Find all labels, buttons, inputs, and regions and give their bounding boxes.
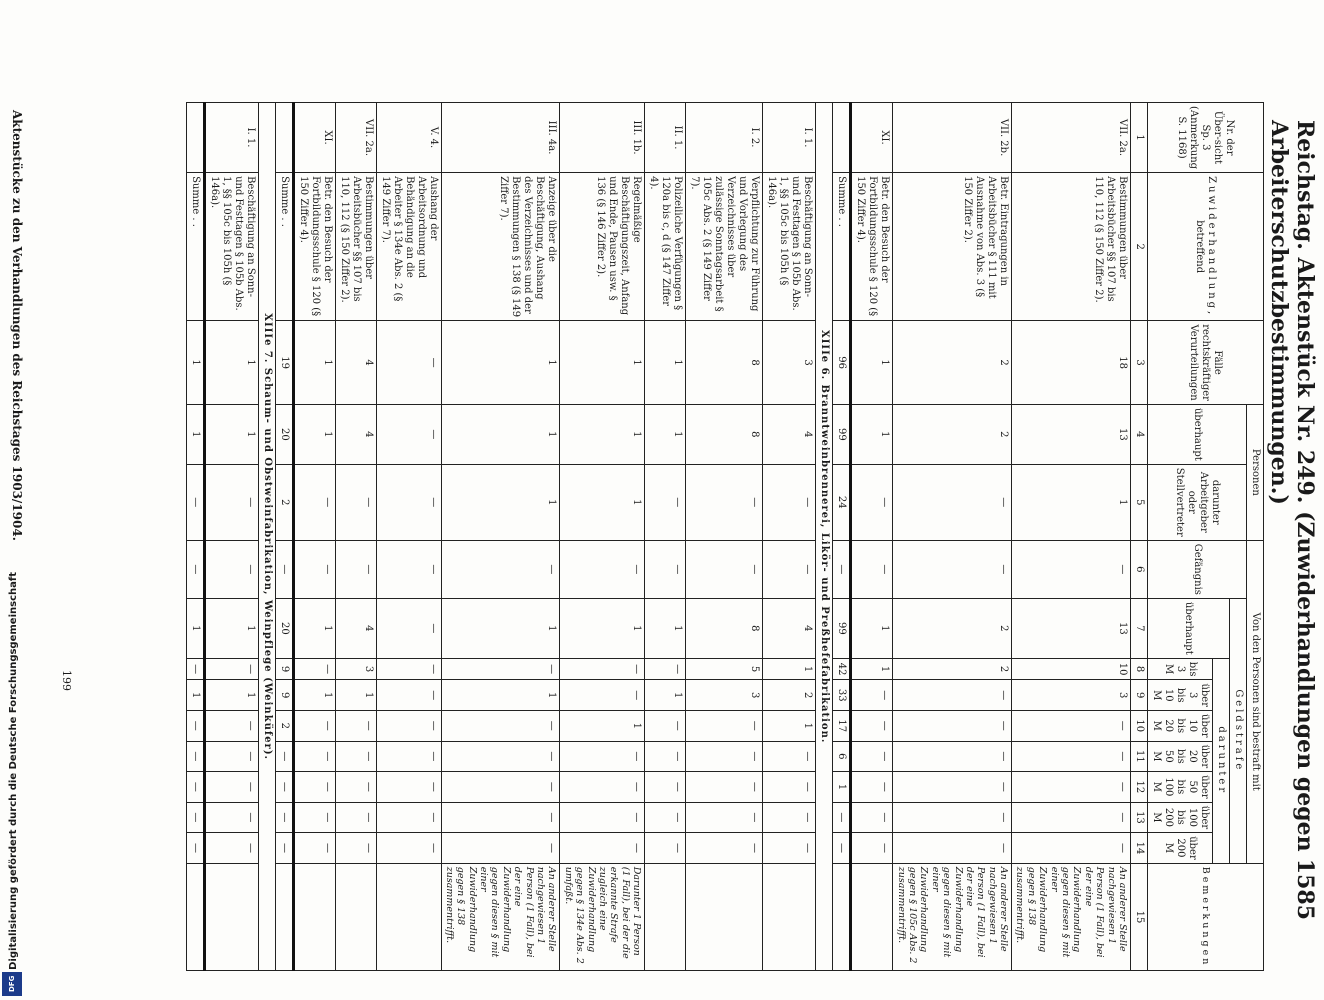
row-remark [204,863,258,971]
row-code [186,103,204,173]
cell-fine-bis3: 42 [833,658,851,680]
cell-employers: — [686,464,763,540]
cell-persons: 1 [204,404,258,464]
cell-cases: 19 [275,321,293,405]
cell-persons: — [376,404,441,464]
cell-fine-over200: — [275,833,293,864]
row-description: Anzeige über die Beschäftigung, Aushang des Verzeichnisses und der Bestimmungen § 138 (§ 149 Ziffer 7). [441,173,560,321]
cell-fine-bis3: — [204,658,258,680]
cell-persons: 13 [1012,404,1131,464]
row-code: XI. [293,103,335,173]
cell-employers: — [893,464,1012,540]
cell-fine-over200: — [186,833,204,864]
table-row [763,103,816,971]
cell-fine-50-100: — [893,772,1012,803]
cell-fine-10-20: — [186,711,204,742]
cell-cases: 3 [763,321,816,405]
cell-persons: 2 [893,404,1012,464]
cell-persons: 99 [833,404,851,464]
cell-cases: 1 [851,321,893,405]
cell-fine-20-50: — [1012,741,1131,772]
cell-fine-total: 1 [293,598,335,658]
row-code: VII. 2b. [893,103,1012,173]
section-title-1 [816,103,833,971]
cell-prison: — [763,540,816,598]
cell-fine-over200: — [204,833,258,864]
column-number: 9 [1131,680,1148,711]
page-title: Reichstag. Aktenstück Nr. 249. (Zuwiderhandlungen gegen Arbeiterschutzbestimmungen.) [1266,120,1318,852]
cell-fine-over200: — [293,833,335,864]
row-remark: An anderer Stelle nachgewiesen 1 Person (1 Fall), bei der eine Zuwiderhandlung gegen diesen § mit einer Zuwiderhandlung gegen § 138 zusammentrifft. [1012,863,1131,971]
column-number: 2 [1131,173,1148,321]
row-remark: An anderer Stelle nachgewiesen 1 Person (1 Fall), bei der eine Zuwiderhandlung gegen diesen § mit einer Zuwiderhandlung gegen § 105c Abs. 2 zusammentrifft. [893,863,1012,971]
cell-fine-total: 13 [1012,598,1131,658]
table-header [1131,103,1264,971]
cell-fine-over200: — [851,833,893,864]
cell-fine-20-50: — [686,741,763,772]
cell-employers: — [335,464,376,540]
offence-group-label: Zuwiderhandlung, [1206,176,1218,318]
cell-fine-20-50: — [851,741,893,772]
cell-persons: 1 [851,404,893,464]
column-number: 10 [1131,711,1148,742]
col-cases-header: Fälle rechtskräftiger Verurteilungen [1148,321,1264,405]
row-remark [686,863,763,971]
cell-fine-100-200: — [833,802,851,833]
cell-fine-total: 1 [204,598,258,658]
cell-employers: 1 [560,464,645,540]
cell-fine-10-20: 1 [560,711,645,742]
cell-fine-20-50: 6 [833,741,851,772]
cell-fine-50-100: — [293,772,335,803]
table-row [293,103,335,971]
cell-fine-3-10: 3 [1012,680,1131,711]
cell-prison: — [204,540,258,598]
cell-fine-bis3: — [186,658,204,680]
cell-fine-bis3: — [441,658,560,680]
cell-fine-10-20: — [893,711,1012,742]
cell-employers: — [204,464,258,540]
row-description: Summe . . [275,173,293,321]
cell-fine-20-50: — [275,741,293,772]
cell-fine-10-20: — [1012,711,1131,742]
cell-fine-3-10: 9 [275,680,293,711]
row-description: Polizeiliche Verfügungen § 120a bis c, d (§ 147 Ziffer 4). [645,173,686,321]
cell-cases: 1 [293,321,335,405]
cell-employers: — [293,464,335,540]
cell-fine-over200: — [645,833,686,864]
cell-fine-3-10: 1 [186,680,204,711]
cell-employers: — [186,464,204,540]
cell-fine-over200: — [893,833,1012,864]
col-fine-100-200-header: über 100 bis 200 M [1148,802,1213,833]
cell-fine-20-50: — [441,741,560,772]
cell-persons: 4 [335,404,376,464]
cell-fine-50-100: — [851,772,893,803]
column-number: 1 [1131,103,1148,173]
table-row [686,103,763,971]
cell-persons: 8 [686,404,763,464]
cell-fine-100-200: — [376,802,441,833]
cell-fine-100-200: — [893,802,1012,833]
cell-fine-over200: — [335,833,376,864]
col-number-header: Nr. der Über-sicht Sp. 3 (Anmerkung S. 1168) [1148,103,1264,173]
cell-employers: 1 [1012,464,1131,540]
cell-fine-50-100: — [560,772,645,803]
cell-fine-20-50: — [376,741,441,772]
row-code [833,103,851,173]
punished-group-header: Von den Personen sind bestraft mit [1247,540,1264,863]
cell-fine-10-20: 17 [833,711,851,742]
cell-fine-100-200: — [645,802,686,833]
cell-fine-50-100: — [686,772,763,803]
page-folio: 1585 [1292,858,1318,920]
cell-prison: — [335,540,376,598]
cell-cases: 1 [186,321,204,405]
cell-fine-50-100: — [441,772,560,803]
page-footer: Aktenstücke zu den Verhandlungen des Reichstages 1903/1904. [10,110,24,541]
persons-group-header: Personen [1247,404,1264,540]
cell-prison: — [376,540,441,598]
cell-fine-total: 1 [441,598,560,658]
cell-fine-20-50: — [645,741,686,772]
cell-cases: — [376,321,441,405]
cell-persons: 1 [645,404,686,464]
cell-fine-20-50: — [335,741,376,772]
row-remark [293,863,335,971]
cell-prison: — [441,540,560,598]
col-fine-50-100-header: über 50 bis 100 M [1148,772,1213,803]
column-number: 11 [1131,741,1148,772]
row-description: Verpflichtung zur Führung und Vorlegung des Verzeichnisses über zulässige Sonntagsarbeit § 105c Abs. 2 (§ 149 Ziffer 7). [686,173,763,321]
column-number: 15 [1131,863,1148,971]
cell-fine-10-20: — [645,711,686,742]
cell-persons: 20 [275,404,293,464]
cell-fine-10-20: 2 [275,711,293,742]
cell-fine-50-100: — [275,772,293,803]
cell-cases: 96 [833,321,851,405]
row-remark [763,863,816,971]
col-fine-20-50-header: über 20 bis 50 M [1148,741,1213,772]
row-remark [275,863,293,971]
cell-fine-100-200: — [186,802,204,833]
cell-fine-bis3: — [376,658,441,680]
cell-fine-total: 1 [560,598,645,658]
column-number: 6 [1131,540,1148,598]
cell-fine-total: 4 [763,598,816,658]
row-description: Summe . . [186,173,204,321]
cell-fine-50-100: — [645,772,686,803]
col-fine-10-20-header: über 10 bis 20 M [1148,711,1213,742]
cell-fine-3-10: 1 [335,680,376,711]
rotated-page [0,50,1324,968]
row-code [275,103,293,173]
table-body-part3 [186,103,258,971]
column-number: 12 [1131,772,1148,803]
col-persons-total-header: überhaupt [1148,404,1247,464]
cell-fine-3-10: 33 [833,680,851,711]
cell-fine-total: 2 [893,598,1012,658]
cell-fine-total: 1 [186,598,204,658]
offence-label: betreffend [1194,220,1206,274]
cell-prison: — [560,540,645,598]
cell-fine-3-10: 1 [204,680,258,711]
cell-fine-bis3: 2 [893,658,1012,680]
cell-persons: 4 [763,404,816,464]
cell-persons: 1 [441,404,560,464]
row-remark: Darunter 1 Person (1 Fall), bei der die erkannte Strafe zugleich eine Zuwiderhandlung gegen § 134e Abs. 2 umfaßt. [560,863,645,971]
table-row [560,103,645,971]
page-number: 199 [60,670,73,691]
cell-fine-20-50: — [763,741,816,772]
cell-fine-total: 1 [645,598,686,658]
col-prison-header: Gefängnis [1148,540,1247,598]
table-row [204,103,258,971]
column-number: 4 [1131,404,1148,464]
cell-employers: — [851,464,893,540]
col-fine-over200-header: über 200 M [1148,833,1213,864]
cell-fine-100-200: — [1012,802,1131,833]
cell-fine-20-50: — [560,741,645,772]
col-employers-header: darunter Arbeitgeber oder Stellvertreter [1148,464,1247,540]
cell-fine-100-200: — [441,802,560,833]
cell-fine-over200: — [441,833,560,864]
cell-fine-100-200: — [560,802,645,833]
cell-employers: 24 [833,464,851,540]
fine-group-header: Geldstrafe [1230,598,1247,863]
column-number: 3 [1131,321,1148,405]
cell-cases: 8 [686,321,763,405]
col-remarks-header: Bemerkungen [1148,863,1264,971]
cell-fine-3-10: — [376,680,441,711]
row-description: Regelmäßige Beschäftigungszeit, Anfang und Ende, Pausen usw. § 136 (§ 146 Ziffer 2). [560,173,645,321]
table-row [645,103,686,971]
section-heading: XIIIe 7. Schaum- und Obstweinfabrikation, Weinpflege (Weinküfer). [258,103,275,971]
section-title-2 [258,103,275,971]
dfg-logo: DFG [2,972,22,996]
row-remark [186,863,204,971]
row-code: V. 4. [376,103,441,173]
cell-fine-10-20: — [204,711,258,742]
column-number-row [1131,103,1148,971]
cell-fine-over200: — [686,833,763,864]
col-fine-3-10-header: über 3 bis 10 M [1148,680,1213,711]
cell-prison: — [645,540,686,598]
table-body-part2 [275,103,816,971]
row-description: Betr. den Besuch der Fortbildungsschule § 120 (§ 150 Ziffer 4). [293,173,335,321]
page-header [1266,80,1318,920]
row-description: Aushang der Arbeitsordnung und Behändigung an die Arbeiter § 134e Abs. 2 (§ 149 Ziffer 7). [376,173,441,321]
cell-fine-100-200: — [686,802,763,833]
table-row [335,103,376,971]
cell-cases: 1 [645,321,686,405]
cell-cases: 2 [893,321,1012,405]
cell-persons: 1 [560,404,645,464]
cell-fine-50-100: — [376,772,441,803]
cell-cases: 1 [204,321,258,405]
cell-prison: — [293,540,335,598]
cell-prison: — [186,540,204,598]
cell-fine-3-10: 3 [686,680,763,711]
row-description: Beschäftigung an Sonn- und Festtagen § 105b Abs. 1, §§ 105c bis 105h (§ 146a). [204,173,258,321]
cell-cases: 1 [560,321,645,405]
cell-fine-bis3: 3 [335,658,376,680]
cell-fine-50-100: — [763,772,816,803]
cell-fine-20-50: — [186,741,204,772]
cell-fine-bis3: — [293,658,335,680]
cell-fine-50-100: — [204,772,258,803]
row-remark [645,863,686,971]
cell-employers: 2 [275,464,293,540]
cell-fine-total: 99 [833,598,851,658]
table-row [186,103,204,971]
cell-prison: — [686,540,763,598]
statistics-table [186,102,1264,971]
column-number: 13 [1131,802,1148,833]
table-row [851,103,893,971]
cell-fine-3-10: 1 [293,680,335,711]
cell-fine-10-20: — [293,711,335,742]
cell-fine-total: 1 [851,598,893,658]
cell-fine-50-100: — [335,772,376,803]
row-description: Bestimmungen über Arbeitsbücher §§ 107 bis 110, 112 (§ 150 Ziffer 2). [335,173,376,321]
cell-fine-100-200: — [204,802,258,833]
row-code: VII. 2a. [335,103,376,173]
cell-fine-3-10: 2 [763,680,816,711]
column-number: 8 [1131,658,1148,680]
row-description: Betr. den Besuch der Fortbildungsschule § 120 (§ 150 Ziffer 4). [851,173,893,321]
row-code: I. 1. [204,103,258,173]
cell-fine-total: 20 [275,598,293,658]
cell-fine-bis3: 10 [1012,658,1131,680]
table-body-part1 [833,103,1131,971]
row-code: I. 1. [763,103,816,173]
cell-fine-100-200: — [335,802,376,833]
row-code: III. 4a. [441,103,560,173]
row-code: III. 1b. [560,103,645,173]
cell-fine-100-200: — [763,802,816,833]
cell-employers: — [376,464,441,540]
cell-fine-100-200: — [275,802,293,833]
cell-persons: 1 [186,404,204,464]
cell-fine-10-20: — [441,711,560,742]
row-code: XI. [851,103,893,173]
cell-fine-10-20: — [376,711,441,742]
cell-fine-50-100: 1 [833,772,851,803]
cell-fine-over200: — [376,833,441,864]
cell-fine-3-10: — [893,680,1012,711]
col-fine-total-header: überhaupt [1148,598,1230,658]
row-description: Betr. Eintragungen in Arbeitsbücher § 111 mit Ausnahme von Abs. 3 (§ 150 Ziffer 2). [893,173,1012,321]
cell-fine-bis3: 1 [763,658,816,680]
row-remark [335,863,376,971]
cell-fine-10-20: — [335,711,376,742]
cell-fine-10-20: 1 [763,711,816,742]
row-description: Summe . . [833,173,851,321]
row-remark: An anderer Stelle nachgewiesen 1 Person (1 Fall), bei der eine Zuwiderhandlung gegen diesen § mit einer Zuwiderhandlung gegen § 138 zusammentrifft. [441,863,560,971]
row-remark [833,863,851,971]
row-remark [851,863,893,971]
table-row [1012,103,1131,971]
cell-fine-total: 8 [686,598,763,658]
table-row [833,103,851,971]
column-number: 7 [1131,598,1148,658]
cell-fine-over200: — [833,833,851,864]
table-row [376,103,441,971]
cell-fine-100-200: — [293,802,335,833]
cell-fine-10-20: — [686,711,763,742]
cell-fine-total: — [376,598,441,658]
table-row [441,103,560,971]
dfg-credit: Digitalisierung gefördert durch die Deutsche Forschungsgemeinschaft [7,572,19,970]
cell-fine-20-50: — [893,741,1012,772]
cell-prison: — [275,540,293,598]
table-row [893,103,1012,971]
cell-fine-50-100: — [1012,772,1131,803]
cell-fine-over200: — [1012,833,1131,864]
cell-fine-bis3: 5 [686,658,763,680]
cell-fine-20-50: — [293,741,335,772]
row-code: VII. 2a. [1012,103,1131,173]
column-number: 14 [1131,833,1148,864]
cell-prison: — [893,540,1012,598]
section-heading: XIIIe 6. Branntweinbrennerei, Likör- und Preßhefefabrikation. [816,103,833,971]
cell-fine-3-10: — [851,680,893,711]
cell-cases: 18 [1012,321,1131,405]
column-number: 5 [1131,464,1148,540]
cell-fine-total: 4 [335,598,376,658]
col-offence-header [1148,173,1264,321]
cell-prison: — [851,540,893,598]
fine-among-header: darunter [1213,658,1230,863]
cell-fine-3-10: — [560,680,645,711]
cell-fine-bis3: — [560,658,645,680]
cell-prison: — [833,540,851,598]
cell-prison: — [1012,540,1131,598]
col-fine-bis3-header: bis 3 M [1148,658,1213,680]
row-description: Bestimmungen über Arbeitsbücher §§ 107 bis 110, 112 (§ 150 Ziffer 2). [1012,173,1131,321]
row-remark [376,863,441,971]
cell-employers: — [763,464,816,540]
cell-fine-3-10: 1 [441,680,560,711]
cell-employers: — [645,464,686,540]
cell-cases: 4 [335,321,376,405]
cell-fine-bis3: 1 [851,658,893,680]
row-description: Beschäftigung an Sonn- und Festtagen § 105b Abs. 1, §§ 105c bis 105h (§ 146a). [763,173,816,321]
table-row [275,103,293,971]
cell-fine-20-50: — [204,741,258,772]
cell-persons: 1 [293,404,335,464]
row-code: I. 2. [686,103,763,173]
cell-fine-3-10: 1 [645,680,686,711]
cell-fine-50-100: — [186,772,204,803]
cell-fine-100-200: — [851,802,893,833]
cell-fine-bis3: 9 [275,658,293,680]
row-code: II. 1. [645,103,686,173]
cell-employers: 1 [441,464,560,540]
cell-fine-over200: — [763,833,816,864]
cell-fine-over200: — [560,833,645,864]
cell-cases: 1 [441,321,560,405]
cell-fine-bis3: — [645,658,686,680]
cell-fine-10-20: — [851,711,893,742]
